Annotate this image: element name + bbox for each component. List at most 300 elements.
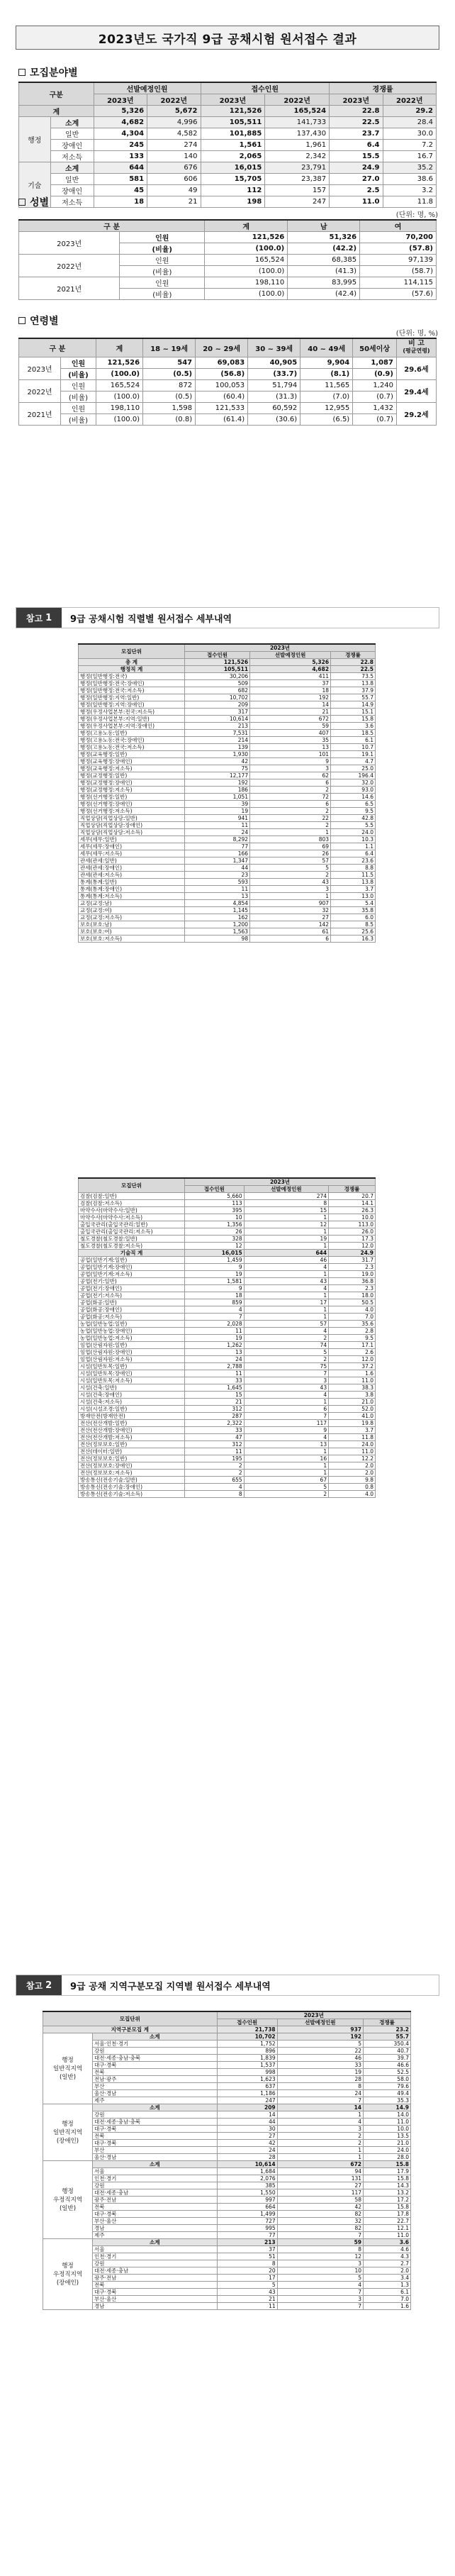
ref1b-cell: 31.7 [329, 1257, 376, 1264]
ref1-cell: 509 [185, 680, 250, 687]
age-avg-note: 29.4세 [396, 379, 436, 402]
gender-row [19, 232, 437, 243]
ref1b-header-unit: 모집단위 [79, 1178, 185, 1193]
ref1b-cell: 12.2 [329, 1455, 376, 1462]
ref2-cell: 995 [217, 2225, 277, 2232]
ref1-cell: 214 [185, 737, 250, 744]
age-cell: (0.5) [143, 391, 196, 402]
ref1b-cell: 195 [185, 1455, 245, 1462]
ref2-cell: 1,752 [217, 2041, 277, 2048]
ref2-region-label: 대전·세종·충남·충북 [93, 2055, 218, 2062]
ref1b-row [79, 1342, 376, 1349]
ref1b-cell: 26.0 [329, 1228, 376, 1236]
ref2-region-label: 대구·경북 [93, 2062, 218, 2069]
ref2-region-label: 대구·경북 [93, 2289, 218, 2296]
ref1b-cell: 7.0 [329, 1314, 376, 1321]
ref1-unit-label: 행정(교육행정:저소득) [79, 765, 185, 772]
ref2-region-label: 강원 [93, 2111, 218, 2119]
ref1-cell: 57 [250, 857, 331, 865]
ref1b-unit-label: 공업(전기:저소득) [79, 1292, 185, 1299]
recruit-row [19, 151, 437, 162]
ref2-cell: 7 [277, 2232, 363, 2239]
ref1-unit-label: 행정(선거행정:일반) [79, 794, 185, 801]
ref1-unit-label: 보호(보호:저소득) [79, 936, 185, 943]
section-gender-heading [18, 195, 49, 209]
ref1b-cell: 52.0 [329, 1406, 376, 1413]
ref2-cell: 1,186 [217, 2090, 277, 2097]
age-cell: (0.5) [143, 368, 196, 379]
ref1-cell: 166 [185, 850, 250, 857]
ref1-row [79, 836, 376, 843]
ref2-region-label: 광주·전남 [93, 2275, 218, 2282]
ref1-cell: 12,177 [185, 772, 250, 779]
ref2-cell: 4.6 [364, 2246, 411, 2253]
ref1-cell: 93.0 [331, 787, 376, 794]
ref1-cell: 5.4 [331, 900, 376, 907]
ref1-row [79, 815, 376, 822]
ref2-subtotal-cell: 59 [277, 2239, 363, 2246]
gender-cell: 51,326 [288, 232, 360, 243]
ref1b-unit-label: 공업(전기:장애인) [79, 1285, 185, 1292]
ref1-cell: 18.5 [331, 730, 376, 737]
age-cell: 1,432 [353, 402, 397, 413]
ref1b-unit-label: 철도경찰(철도경찰:저소득) [79, 1243, 185, 1250]
ref1b-unit-label: 방송통신(전송기술:일반) [79, 1477, 185, 1484]
ref2-cell: 117 [277, 2189, 363, 2197]
ref1b-cell: 859 [185, 1299, 245, 1306]
ref2-region-label: 울산·경남 [93, 2154, 218, 2161]
ref1-cell: 35.8 [331, 907, 376, 914]
ref1-cell: 5 [250, 865, 331, 872]
ref1-cell: 3 [250, 886, 331, 893]
ref1b-unit-label: 시설(일반토목:일반) [79, 1363, 185, 1370]
recruit-cell: 23,791 [265, 162, 330, 174]
ref1-cell: 192 [250, 694, 331, 701]
ref2-region-label: 인천·경기 [93, 2253, 218, 2260]
age-kind-label: 인원 [61, 402, 96, 413]
ref1-cell: 62 [250, 772, 331, 779]
ref1-cell: 682 [185, 687, 250, 694]
ref1-row [79, 829, 376, 836]
gender-year-label: 2022년 [19, 255, 120, 277]
ref1b-cell: 1.6 [329, 1370, 376, 1377]
ref1-unit-label: 통계(통계:저소득) [79, 893, 185, 900]
ref2-cell: 32 [277, 2218, 363, 2225]
ref2-table [43, 2011, 411, 2310]
gender-header-male: 남 [288, 220, 360, 232]
ref1b-cell: 15 [185, 1392, 245, 1399]
ref1-cell: 25.6 [331, 928, 376, 936]
ref1b-cell: 2,788 [185, 1363, 245, 1370]
ref1b-cell: 41.0 [329, 1413, 376, 1420]
age-cell: 872 [143, 379, 196, 391]
age-cell: (31.3) [248, 391, 300, 402]
ref2-row [43, 2211, 411, 2218]
ref2-row [43, 2154, 411, 2161]
age-cell: 121,533 [196, 402, 248, 413]
age-cell: (6.5) [300, 413, 353, 425]
ref1b-cell: 38.3 [329, 1384, 376, 1392]
ref1b-cell: 57 [244, 1321, 328, 1328]
ref1-row [79, 758, 376, 765]
ref1b-row [79, 1462, 376, 1470]
age-cell: 69,083 [196, 357, 248, 368]
recruit-cell: 3.2 [383, 185, 437, 196]
ref2-cell: 13.5 [364, 2133, 411, 2140]
ref1b-cell: 33 [185, 1377, 245, 1384]
ref1-unit-label: 행정(고용노동:전국:저소득) [79, 744, 185, 751]
ref1-cell: 3 [250, 765, 331, 772]
ref1b-cell: 33 [185, 1427, 245, 1434]
ref1b-unit-label: 시설(건축:일반) [79, 1384, 185, 1392]
ref1-cell: 317 [185, 709, 250, 716]
ref2-row [43, 2133, 411, 2140]
ref2-cell: 14.0 [364, 2111, 411, 2119]
ref2-cell: 14 [217, 2111, 277, 2119]
ref1b-cell: 20.7 [329, 1193, 376, 1200]
ref2-region-label: 부산·울산 [93, 2218, 218, 2225]
ref2-subtotal-label: 소계 [93, 2104, 218, 2111]
gender-cell: (41.3) [288, 266, 360, 277]
gender-header-category: 구 분 [19, 220, 205, 232]
age-cell: (0.9) [353, 368, 397, 379]
gender-row [19, 277, 437, 289]
ref2-cell: 11.0 [364, 2119, 411, 2126]
age-cell: (0.7) [353, 391, 397, 402]
ref1-cell: 44 [185, 865, 250, 872]
recruit-year: 2022년 [265, 94, 330, 106]
ref2-subtotal-cell: 209 [217, 2104, 277, 2111]
age-header-note-label: 비 고 [408, 340, 425, 348]
ref1-cell: 2 [250, 872, 331, 879]
ref2-row [43, 2260, 411, 2267]
recruit-cell: 15,705 [201, 174, 265, 185]
ref2-cell: 6.1 [364, 2289, 411, 2296]
ref1b-cell: 1 [244, 1306, 328, 1314]
recruit-cell: 247 [265, 196, 330, 208]
ref1-unit-label: 행정(일반행정:지역:일반) [79, 694, 185, 701]
ref2-cell: 37 [217, 2246, 277, 2253]
gender-cell: (100.0) [205, 243, 288, 255]
ref1b-cell: 312 [185, 1441, 245, 1448]
recruit-row [19, 162, 437, 174]
ref1-row [79, 737, 376, 744]
ref2-cell: 19 [277, 2069, 363, 2076]
ref1b-cell: 1 [244, 1399, 328, 1406]
ref2-subtotal-cell: 14 [277, 2104, 363, 2111]
ref1-cell: 11 [185, 886, 250, 893]
ref1b-cell: 16 [244, 1455, 328, 1462]
age-cell: 100,053 [196, 379, 248, 391]
age-cell: (100.0) [96, 391, 142, 402]
ref1b-cell: 2 [244, 1356, 328, 1363]
ref1b-cell: 1 [244, 1462, 328, 1470]
ref2-cell: 42 [277, 2204, 363, 2211]
ref1-row [79, 893, 376, 900]
ref1-unit-label: 통계(통계:장애인) [79, 886, 185, 893]
ref1-cell: 4,854 [185, 900, 250, 907]
ref1-cell: 1 [250, 829, 331, 836]
ref1-cell: 98 [185, 936, 250, 943]
recruit-cell: 274 [147, 140, 201, 151]
ref1b-row [79, 1207, 376, 1214]
ref1-cell: 11.5 [331, 872, 376, 879]
ref1b-unit-label: 전산(정보보호:일반) [79, 1455, 185, 1462]
ref1b-cell: 47 [185, 1434, 245, 1441]
recruit-cell: 30.0 [383, 128, 437, 140]
ref2-cell: 5 [217, 2282, 277, 2289]
ref1b-cell: 24.9 [329, 1250, 376, 1257]
ref1-cell: 142 [250, 921, 331, 928]
ref1-cell: 14 [250, 701, 331, 709]
age-cell: (7.0) [300, 391, 353, 402]
ref2-region-label: 강원 [93, 2048, 218, 2055]
ref1-unit-label: 행정(우정사업본부:지역:장애인) [79, 723, 185, 730]
ref2-row [43, 2218, 411, 2225]
ref1b-cell: 75 [244, 1363, 328, 1370]
ref2-cell: 637 [217, 2083, 277, 2090]
ref1-cell: 1 [250, 893, 331, 900]
ref2-subtotal-row [43, 2161, 411, 2168]
ref2-cell: 82 [277, 2211, 363, 2218]
ref1b-unit-label: 방송통신(전송기술:장애인) [79, 1484, 185, 1491]
recruit-year: 2023년 [201, 94, 265, 106]
age-avg-note: 29.6세 [396, 357, 436, 379]
ref1b-cell: 9 [185, 1285, 245, 1292]
ref1-cell: 13.8 [331, 879, 376, 886]
ref1b-cell: 113.0 [329, 1221, 376, 1228]
ref1-cell: 10,614 [185, 716, 250, 723]
recruit-cell: 22.5 [330, 117, 383, 128]
age-row [19, 391, 437, 402]
recruit-cell: 4,682 [94, 117, 147, 128]
ref1-cell: 1,347 [185, 857, 250, 865]
ref2-cell: 12 [277, 2253, 363, 2260]
ref2-cell: 79.6 [364, 2083, 411, 2090]
ref1-row [79, 936, 376, 943]
ref1b-unit-label: 마약수사(마약수사:일반) [79, 1207, 185, 1214]
recruit-cell: 2,065 [201, 151, 265, 162]
ref2-row [43, 2147, 411, 2154]
age-kind-label: 인원 [61, 357, 96, 368]
ref2-region-label: 부산·울산 [93, 2296, 218, 2303]
age-cell: 12,955 [300, 402, 353, 413]
recruit-row [19, 117, 437, 128]
ref1-unit-label: 행정(교정행정:일반) [79, 772, 185, 779]
recruit-cell: 4,582 [147, 128, 201, 140]
ref1b-cell: 17 [244, 1299, 328, 1306]
ref1-unit-label: 직업상담(직업상담:저소득) [79, 829, 185, 836]
ref1b-cell: 328 [185, 1236, 245, 1243]
ref1b-cell: 19.0 [329, 1271, 376, 1278]
ref1-cell: 8,292 [185, 836, 250, 843]
ref1-row [79, 850, 376, 857]
ref1-cell: 69 [250, 843, 331, 850]
ref1b-cell: 11 [185, 1370, 245, 1377]
recruit-group-label: 행정 [19, 117, 51, 162]
ref1-cell: 5.5 [331, 822, 376, 829]
ref2-cell: 42 [217, 2140, 277, 2147]
ref1-cell: 8.5 [331, 921, 376, 928]
ref2-region-label: 대전·세종·충남·충북 [93, 2119, 218, 2126]
ref1b-cell: 117 [244, 1420, 328, 1427]
ref1-cell: 6.5 [331, 801, 376, 808]
ref1-unit-label: 총 계 [79, 659, 185, 666]
recruit-sub-label: 장애인 [50, 185, 94, 196]
ref1b-row [79, 1314, 376, 1321]
age-row [19, 368, 437, 379]
ref2-cell: 14.3 [364, 2182, 411, 2189]
ref1b-cell: 21.0 [329, 1399, 376, 1406]
gender-kind-label: 인원 [120, 232, 205, 243]
ref2-cell: 2 [277, 2133, 363, 2140]
ref2-cell: 1,623 [217, 2076, 277, 2083]
ref2-subtotal-cell: 3.6 [364, 2239, 411, 2246]
ref2-cell: 8 [277, 2246, 363, 2253]
ref1-cell: 5,326 [250, 659, 331, 666]
ref2-row [43, 2289, 411, 2296]
ref1-row [79, 716, 376, 723]
ref2-cell: 1,537 [217, 2062, 277, 2069]
ref2-row [43, 2126, 411, 2133]
ref1b-cell: 74 [244, 1342, 328, 1349]
gender-kind-label: 인원 [120, 277, 205, 289]
ref1b-cell: 12.0 [329, 1356, 376, 1363]
recruit-cell: 140 [147, 151, 201, 162]
ref2-cell: 58 [277, 2197, 363, 2204]
ref2-region-label: 대구·경북 [93, 2140, 218, 2147]
recruit-row [19, 174, 437, 185]
recruit-cell: 23.7 [330, 128, 383, 140]
ref1-row [79, 659, 376, 666]
ref1-cell: 15.1 [331, 709, 376, 716]
section-age-heading [18, 313, 59, 328]
ref2-subtotal-cell: 55.7 [364, 2033, 411, 2041]
age-cell: (100.0) [96, 413, 142, 425]
ref2-region-label: 대구·경북 [93, 2126, 218, 2133]
ref1b-row [79, 1392, 376, 1399]
ref2-row [43, 2189, 411, 2197]
recruit-cell: 6.4 [330, 140, 383, 151]
ref1-unit-label: 직업상담(직업상담:일반) [79, 815, 185, 822]
ref2-cell: 1 [277, 2111, 363, 2119]
ref1b-cell: 287 [185, 1413, 245, 1420]
ref1-cell: 7,531 [185, 730, 250, 737]
recruit-cell: 24.9 [330, 162, 383, 174]
ref2-header-unit: 모집단위 [43, 2011, 218, 2026]
ref1-cell: 13 [250, 744, 331, 751]
ref1b-unit-label: 전산(데이터:일반) [79, 1448, 185, 1455]
ref2-row [43, 2055, 411, 2062]
ref1-unit-label: 행정(선거행정:장애인) [79, 801, 185, 808]
ref2-cell: 1,684 [217, 2168, 277, 2175]
ref1b-cell: 2.3 [329, 1264, 376, 1271]
ref1b-row [79, 1370, 376, 1377]
ref2-row [43, 2275, 411, 2282]
ref1-cell: 25.0 [331, 765, 376, 772]
ref1-cell: 13 [185, 893, 250, 900]
ref1b-cell: 3 [244, 1377, 328, 1384]
ref1b-cell: 10 [185, 1214, 245, 1221]
ref1-cell: 3.6 [331, 723, 376, 730]
recruit-cell: 101,885 [201, 128, 265, 140]
ref2-header-year: 2023년 [217, 2011, 410, 2019]
gender-cell: (42.4) [288, 289, 360, 300]
ref1-unit-label: 교정(교정:남) [79, 900, 185, 907]
ref1-cell: 9 [250, 758, 331, 765]
ref1-row [79, 709, 376, 716]
ref2-row [43, 2282, 411, 2289]
ref1b-cell: 13 [244, 1441, 328, 1448]
ref2-header-ratio: 경쟁률 [364, 2019, 411, 2026]
ref1-cell: 14.9 [331, 701, 376, 709]
age-cell: 1,087 [353, 357, 397, 368]
recruit-sub-label: 소계 [50, 117, 94, 128]
recruit-cell: 2,342 [265, 151, 330, 162]
age-header-total: 계 [96, 338, 142, 357]
ref2-region-label: 대전·세종·충남 [93, 2267, 218, 2275]
ref2-cell: 22 [277, 2048, 363, 2055]
ref1-row [79, 921, 376, 928]
ref1-cell: 42.8 [331, 815, 376, 822]
ref2-row [43, 2076, 411, 2083]
ref2-cell: 24 [217, 2147, 277, 2154]
age-cell: 1,598 [143, 402, 196, 413]
ref1-row [79, 694, 376, 701]
gender-year-label: 2023년 [19, 232, 120, 255]
ref2-group-label: 행정 우정직지역 (장애인) [43, 2239, 93, 2310]
ref1-cell: 593 [185, 879, 250, 886]
ref2-cell: 1.6 [364, 2303, 411, 2310]
ref2-group-label: 행정 일반직지역 (장애인) [43, 2104, 93, 2161]
ref2-region-label: 서울·인천·경기 [93, 2041, 218, 2048]
ref1-cell: 672 [250, 716, 331, 723]
ref2-cell: 44 [217, 2119, 277, 2126]
ref2-cell: 5 [277, 2041, 363, 2048]
ref1b-unit-label: 임업(산림자원:저소득) [79, 1356, 185, 1363]
ref1-row [79, 857, 376, 865]
ref1-unit-label: 행정(교정행정:저소득) [79, 787, 185, 794]
ref2-region-label: 대구·경북 [93, 2211, 218, 2218]
ref1b-row [79, 1455, 376, 1462]
section-gender-title: 성별 [30, 197, 50, 209]
ref1-header-planned: 선발예정인원 [250, 652, 331, 659]
ref1-cell: 139 [185, 744, 250, 751]
ref1b-cell: 4 [244, 1434, 328, 1441]
ref1-cell: 6 [250, 779, 331, 787]
ref1-cell: 11 [185, 822, 250, 829]
ref1b-header-ratio: 경쟁률 [329, 1186, 376, 1193]
ref2-cell: 28 [277, 2076, 363, 2083]
ref2-cell: 1 [277, 2154, 363, 2161]
ref1-unit-label: 관세(관세:장애인) [79, 865, 185, 872]
ref1b-cell: 5 [244, 1484, 328, 1491]
ref1-unit-label: 행정직 계 [79, 666, 185, 673]
recruit-table [18, 82, 437, 208]
ref2-row [43, 2246, 411, 2253]
gender-table [18, 219, 437, 300]
ref1b-unit-label: 시설(건축:저소득) [79, 1399, 185, 1406]
ref1b-unit-label: 시설(일반토목:저소득) [79, 1377, 185, 1384]
ref1b-cell: 13 [185, 1349, 245, 1356]
ref1-cell: 8.8 [331, 865, 376, 872]
ref2-cell: 46 [277, 2055, 363, 2062]
recruit-sub-label: 일반 [50, 128, 94, 140]
ref1b-unit-label: 공업(화공:저소득) [79, 1314, 185, 1321]
ref1b-cell: 0.8 [329, 1484, 376, 1491]
ref1-cell: 55.7 [331, 694, 376, 701]
ref2-cell: 2.0 [364, 2267, 411, 2275]
